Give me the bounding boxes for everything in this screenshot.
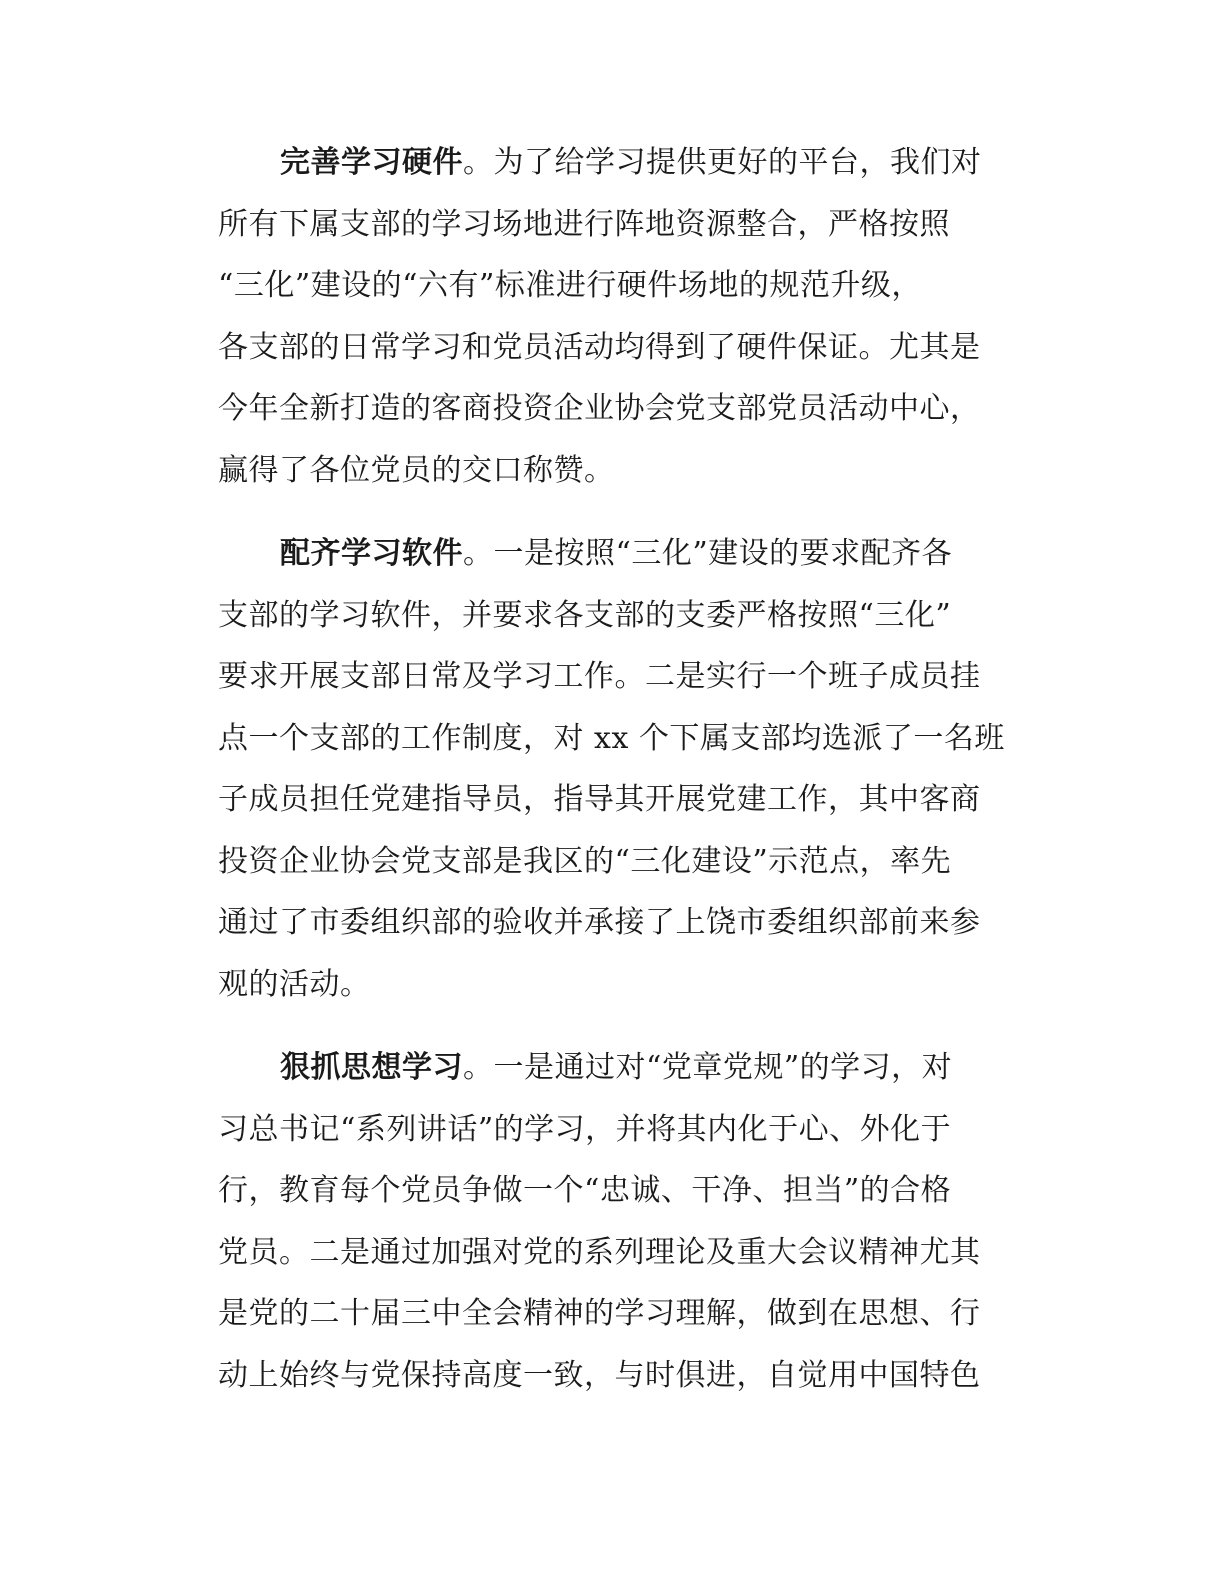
paragraph-line xyxy=(218,1037,1038,1099)
line-text: 。一是按照“三化”建设的要求配齐各 xyxy=(463,536,953,571)
paragraph-heading: 完善学习硬件 xyxy=(280,145,463,180)
paragraph-line: 动上始终与党保持高度一致，与时俱进，自觉用中国特色 xyxy=(218,1357,981,1393)
line-text: 。为了给学习提供更好的平台，我们对 xyxy=(463,145,982,180)
paragraph-line xyxy=(218,523,1038,585)
paragraph-line: 支部的学习软件，并要求各支部的支委严格按照“三化” xyxy=(218,597,952,633)
paragraph-line xyxy=(218,132,1038,194)
paragraph-line: “三化”建设的“六有”标准进行硬件场地的规范升级， xyxy=(218,268,922,303)
paragraph-heading: 狠抓思想学习 xyxy=(280,1050,463,1085)
paragraph-heading: 配齐学习软件 xyxy=(280,536,463,571)
paragraph-ideology xyxy=(218,1037,1038,1406)
paragraph-software xyxy=(218,523,1038,1015)
paragraph-line: 赢得了各位党员的交口称赞。 xyxy=(218,452,615,488)
paragraph-line: 要求开展支部日常及学习工作。二是实行一个班子成员挂 xyxy=(218,659,981,694)
paragraph-line: 党员。二是通过加强对党的系列理论及重大会议精神尤其 xyxy=(218,1234,981,1270)
paragraph-line: 今年全新打造的客商投资企业协会党支部党员活动中心， xyxy=(218,391,981,426)
document-body xyxy=(218,132,1038,1406)
paragraph-line: 所有下属支部的学习场地进行阵地资源整合，严格按照 xyxy=(218,206,950,242)
paragraph-hardware xyxy=(218,132,1038,501)
paragraph-line: 各支部的日常学习和党员活动均得到了硬件保证。尤其是 xyxy=(218,329,981,365)
paragraph-line: 观的活动。 xyxy=(218,966,371,1002)
paragraph-line: 是党的二十届三中全会精神的学习理解，做到在思想、行 xyxy=(218,1296,981,1331)
paragraph-line: 投资企业协会党支部是我区的“三化建设”示范点，率先 xyxy=(218,843,952,879)
paragraph-line: 行，教育每个党员争做一个“忠诚、干净、担当”的合格 xyxy=(218,1173,952,1208)
paragraph-line: 通过了市委组织部的验收并承接了上饶市委组织部前来参 xyxy=(218,905,981,940)
paragraph-line: 习总书记“系列讲话”的学习，并将其内化于心、外化于 xyxy=(218,1111,952,1147)
line-text: 。一是通过对“党章党规”的学习，对 xyxy=(463,1050,953,1085)
paragraph-line: 点一个支部的工作制度，对 xx 个下属支部均选派了一名班 xyxy=(218,720,1005,756)
paragraph-line: 子成员担任党建指导员，指导其开展党建工作，其中客商 xyxy=(218,782,981,817)
